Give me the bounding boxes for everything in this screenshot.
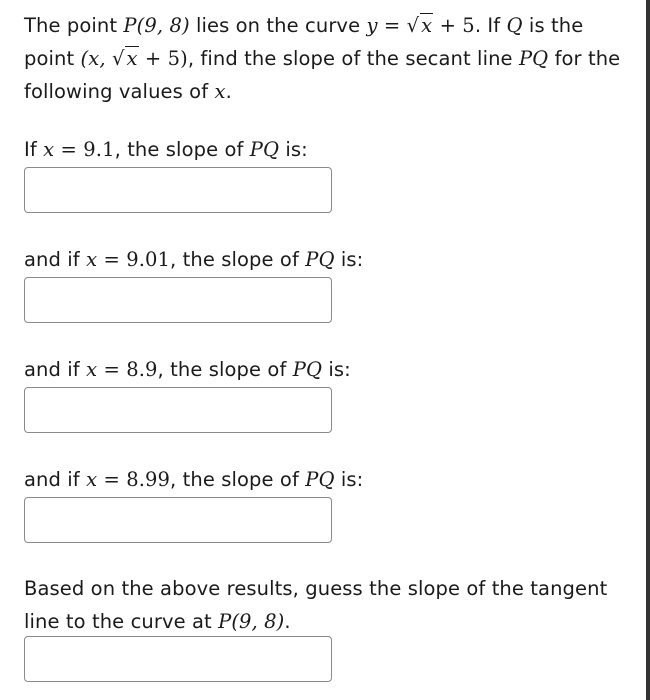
question-text: is: [334, 468, 364, 491]
curve-rhs: + 5 [433, 14, 475, 37]
intro-text: lies on the curve [189, 14, 367, 37]
sqrt-expression [407, 9, 434, 42]
curve-lhs: y = [366, 14, 407, 37]
intro-text: for the following values of [24, 47, 621, 103]
secant-label: PQ [305, 468, 335, 491]
x-value: = 8.9 [97, 358, 158, 381]
x-variable: x [86, 358, 98, 381]
intro-text: . If [474, 14, 507, 37]
question-text: . [284, 610, 291, 633]
x-variable: x [86, 248, 98, 271]
intro-text: , find the slope of the secant line [187, 47, 519, 70]
x-value: = 8.99 [97, 468, 171, 491]
x-value: = 9.1 [54, 138, 115, 161]
intro-text: is the point [24, 14, 584, 70]
point-q-open: (x, [80, 47, 112, 70]
question-text: , the slope of [114, 138, 250, 161]
question-text: , the slope of [170, 248, 306, 271]
sqrt-symbol: √ [406, 14, 420, 37]
x-variable: x [214, 80, 226, 103]
right-border [646, 0, 650, 700]
question-2 [24, 243, 630, 276]
question-text: is: [322, 358, 351, 381]
question-3 [24, 353, 630, 386]
question-text: , the slope of [157, 358, 293, 381]
secant-label: PQ [292, 358, 323, 381]
question-text: is: [334, 248, 364, 271]
question-text: If [24, 138, 44, 161]
answer-input-tangent-slope[interactable] [24, 636, 332, 682]
answer-input-1[interactable] [24, 167, 332, 213]
x-variable: x [86, 468, 98, 491]
problem-intro [24, 9, 630, 108]
secant-label: PQ [305, 248, 335, 271]
question-text: Based on the above results, guess the slope of the tangent line to the curve at [24, 577, 608, 633]
sqrt-radicand: x [421, 14, 433, 37]
point-p: P(9, 8) [123, 14, 190, 37]
secant-label: PQ [249, 138, 280, 161]
answer-input-4[interactable] [24, 497, 332, 543]
question-text: is: [279, 138, 308, 161]
question-text: , the slope of [170, 468, 306, 491]
x-variable: x [43, 138, 55, 161]
point-q: Q [506, 14, 523, 37]
answer-input-2[interactable] [24, 277, 332, 323]
question-text: and if [24, 358, 87, 381]
question-1 [24, 133, 630, 166]
intro-text: The point [24, 14, 124, 37]
point-q-close: + 5) [138, 47, 188, 70]
sqrt-symbol: √ [111, 47, 125, 70]
x-value: = 9.01 [97, 248, 171, 271]
intro-text: . [225, 80, 232, 103]
point-p: P(9, 8) [218, 610, 285, 633]
sqrt-radicand: x [126, 47, 138, 70]
answer-input-3[interactable] [24, 387, 332, 433]
question-text: and if [24, 248, 87, 271]
sqrt-expression [112, 42, 139, 75]
question-text: and if [24, 468, 87, 491]
secant-label: PQ [518, 47, 549, 70]
final-question [24, 572, 630, 638]
question-4 [24, 463, 630, 496]
